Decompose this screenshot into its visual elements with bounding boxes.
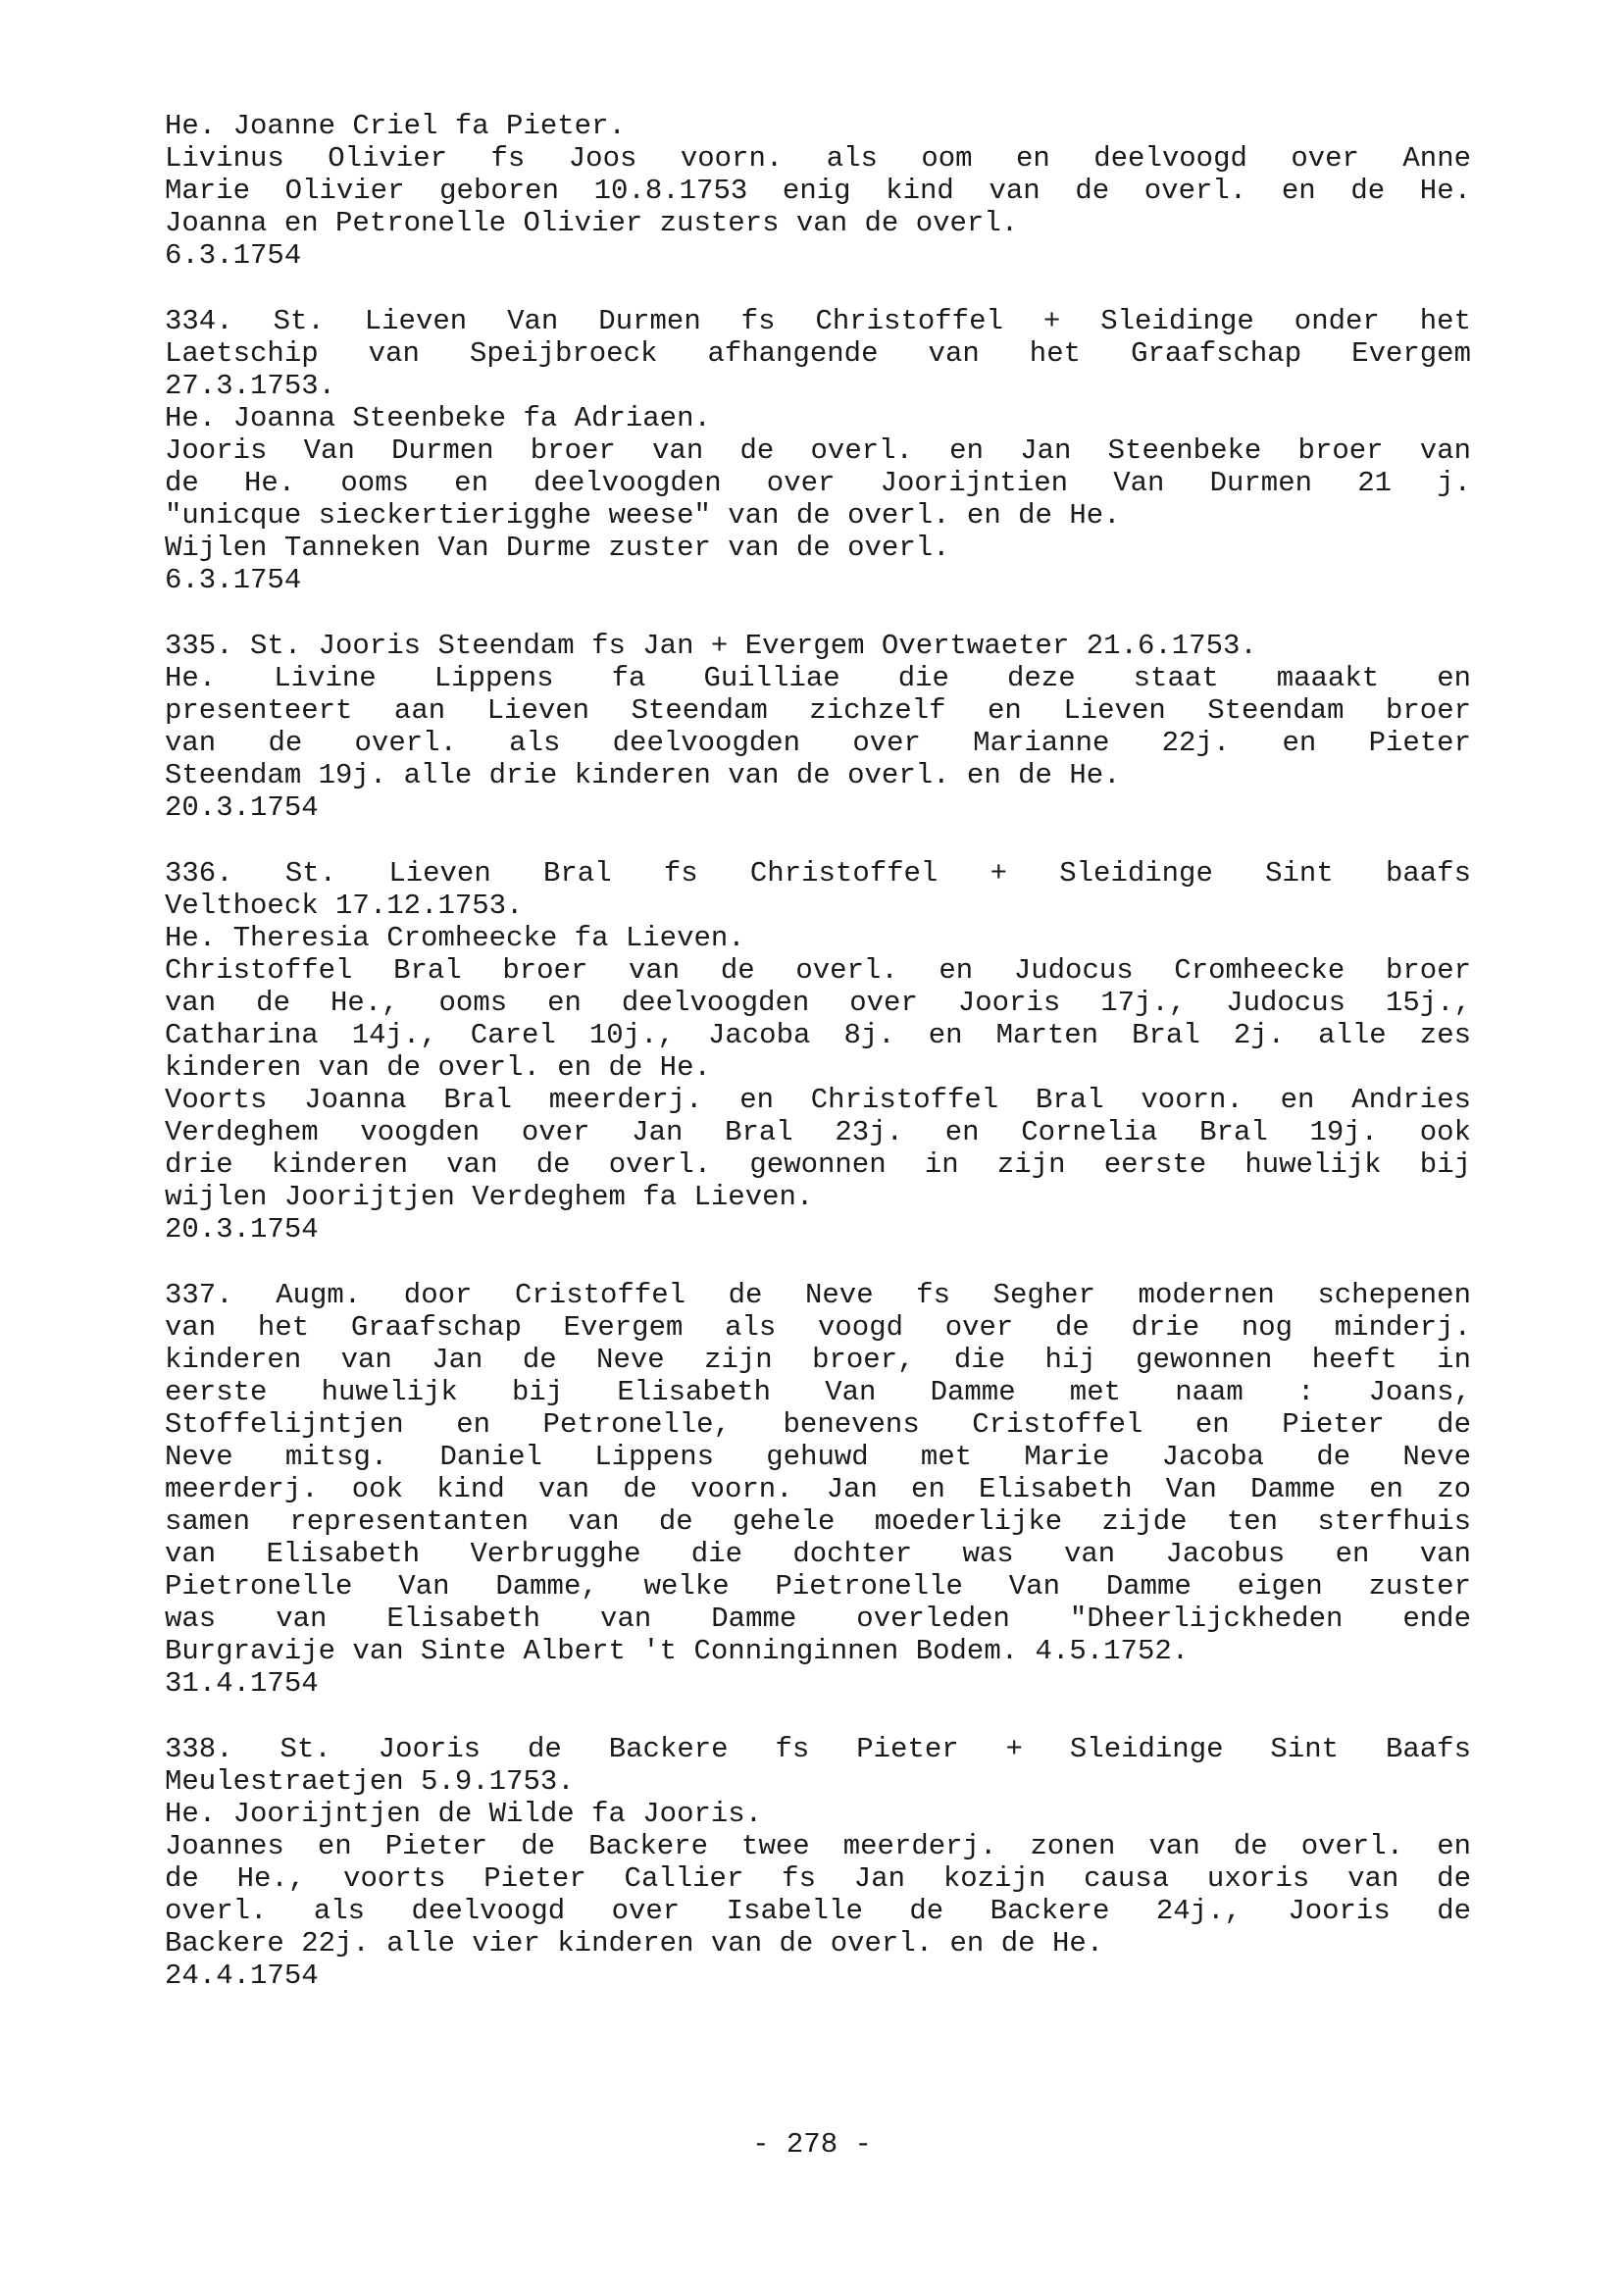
text-line: Neve mitsg. Daniel Lippens gehuwd met Marie Jacoba de Neve <box>165 1441 1471 1473</box>
text-line: Velthoeck 17.12.1753. <box>165 890 524 922</box>
text-line: 336. St. Lieven Bral fs Christoffel + Sleidinge Sint baafs <box>165 857 1471 890</box>
record-entry <box>165 305 1471 596</box>
text-line: He. Joorijntjen de Wilde fa Jooris. <box>165 1798 763 1830</box>
text-line: overl. als deelvoogd over Isabelle de Backere 24j., Jooris de <box>165 1895 1471 1927</box>
text-line: "unicque sieckertierigghe weese" van de overl. en de He. <box>165 499 1121 532</box>
text-line: Voorts Joanna Bral meerderj. en Christoffel Bral voorn. en Andries <box>165 1084 1471 1116</box>
text-line: van Elisabeth Verbrugghe die dochter was van Jacobus en van <box>165 1538 1471 1570</box>
text-line: Backere 22j. alle vier kinderen van de overl. en de He. <box>165 1927 1104 1960</box>
text-line: 338. St. Jooris de Backere fs Pieter + Sleidinge Sint Baafs <box>165 1733 1471 1765</box>
text-line: Jooris Van Durmen broer van de overl. en Jan Steenbeke broer van <box>165 434 1471 467</box>
text-line: He. Livine Lippens fa Guilliae die deze staat maaakt en <box>165 662 1471 694</box>
text-line: 31.4.1754 <box>165 1667 319 1700</box>
document-body <box>165 110 1471 2025</box>
text-line: drie kinderen van de overl. gewonnen in zijn eerste huwelijk bij <box>165 1148 1471 1181</box>
record-entry <box>165 630 1471 824</box>
text-line: de He., voorts Pieter Callier fs Jan kozijn causa uxoris van de <box>165 1862 1471 1895</box>
text-line: 6.3.1754 <box>165 564 302 596</box>
text-line: Steendam 19j. alle drie kinderen van de overl. en de He. <box>165 759 1121 791</box>
text-line: van het Graafschap Evergem als voogd over de drie nog minderj. <box>165 1311 1471 1344</box>
record-entry <box>165 110 1471 272</box>
text-line: 20.3.1754 <box>165 791 319 824</box>
text-line: eerste huwelijk bij Elisabeth Van Damme met naam : Joans, <box>165 1376 1471 1408</box>
text-line: Livinus Olivier fs Joos voorn. als oom en deelvoogd over Anne <box>165 142 1471 175</box>
record-entry <box>165 1733 1471 1992</box>
text-line: was van Elisabeth van Damme overleden "Dheerlijckheden ende <box>165 1603 1471 1635</box>
text-line: Pietronelle Van Damme, welke Pietronelle Van Damme eigen zuster <box>165 1570 1471 1603</box>
text-line: Catharina 14j., Carel 10j., Jacoba 8j. en Marten Bral 2j. alle zes <box>165 1019 1471 1051</box>
text-line: Verdeghem voogden over Jan Bral 23j. en Cornelia Bral 19j. ook <box>165 1116 1471 1148</box>
text-line: He. Theresia Cromheecke fa Lieven. <box>165 922 745 954</box>
text-line: Stoffelijntjen en Petronelle, benevens Cristoffel en Pieter de <box>165 1408 1471 1441</box>
page-number: - 278 - <box>752 2128 872 2161</box>
text-line: kinderen van Jan de Neve zijn broer, die hij gewonnen heeft in <box>165 1344 1471 1376</box>
text-line: 20.3.1754 <box>165 1213 319 1246</box>
text-line: Marie Olivier geboren 10.8.1753 enig kind van de overl. en de He. <box>165 175 1471 207</box>
text-line: Wijlen Tanneken Van Durme zuster van de overl. <box>165 532 950 564</box>
text-line: kinderen van de overl. en de He. <box>165 1051 711 1084</box>
text-line: van de He., ooms en deelvoogden over Jooris 17j., Judocus 15j., <box>165 987 1471 1019</box>
text-line: Laetschip van Speijbroeck afhangende van het Graafschap Evergem <box>165 337 1471 370</box>
text-line: 6.3.1754 <box>165 239 302 272</box>
record-entry <box>165 1279 1471 1700</box>
text-line: samen representanten van de gehele moederlijke zijde ten sterfhuis <box>165 1505 1471 1538</box>
text-line: Meulestraetjen 5.9.1753. <box>165 1765 575 1798</box>
text-line: wijlen Joorijtjen Verdeghem fa Lieven. <box>165 1181 814 1213</box>
text-line: 27.3.1753. <box>165 370 336 402</box>
text-line: 337. Augm. door Cristoffel de Neve fs Segher modernen schepenen <box>165 1279 1471 1311</box>
text-line: He. Joanne Criel fa Pieter. <box>165 110 626 142</box>
text-line: de He. ooms en deelvoogden over Joorijntien Van Durmen 21 j. <box>165 467 1471 499</box>
text-line: Christoffel Bral broer van de overl. en Judocus Cromheecke broer <box>165 954 1471 987</box>
text-line: van de overl. als deelvoogden over Marianne 22j. en Pieter <box>165 727 1471 759</box>
text-line: Burgravije van Sinte Albert 't Conninginnen Bodem. 4.5.1752. <box>165 1635 1190 1667</box>
text-line: presenteert aan Lieven Steendam zichzelf en Lieven Steendam broer <box>165 694 1471 727</box>
text-line: 334. St. Lieven Van Durmen fs Christoffel + Sleidinge onder het <box>165 305 1471 337</box>
text-line: meerderj. ook kind van de voorn. Jan en Elisabeth Van Damme en zo <box>165 1473 1471 1505</box>
text-line: 24.4.1754 <box>165 1960 319 1992</box>
text-line: 335. St. Jooris Steendam fs Jan + Evergem Overtwaeter 21.6.1753. <box>165 630 1257 662</box>
record-entry <box>165 857 1471 1246</box>
text-line: Joanna en Petronelle Olivier zusters van de overl. <box>165 207 1019 239</box>
text-line: He. Joanna Steenbeke fa Adriaen. <box>165 402 711 434</box>
text-line: Joannes en Pieter de Backere twee meerderj. zonen van de overl. en <box>165 1830 1471 1862</box>
